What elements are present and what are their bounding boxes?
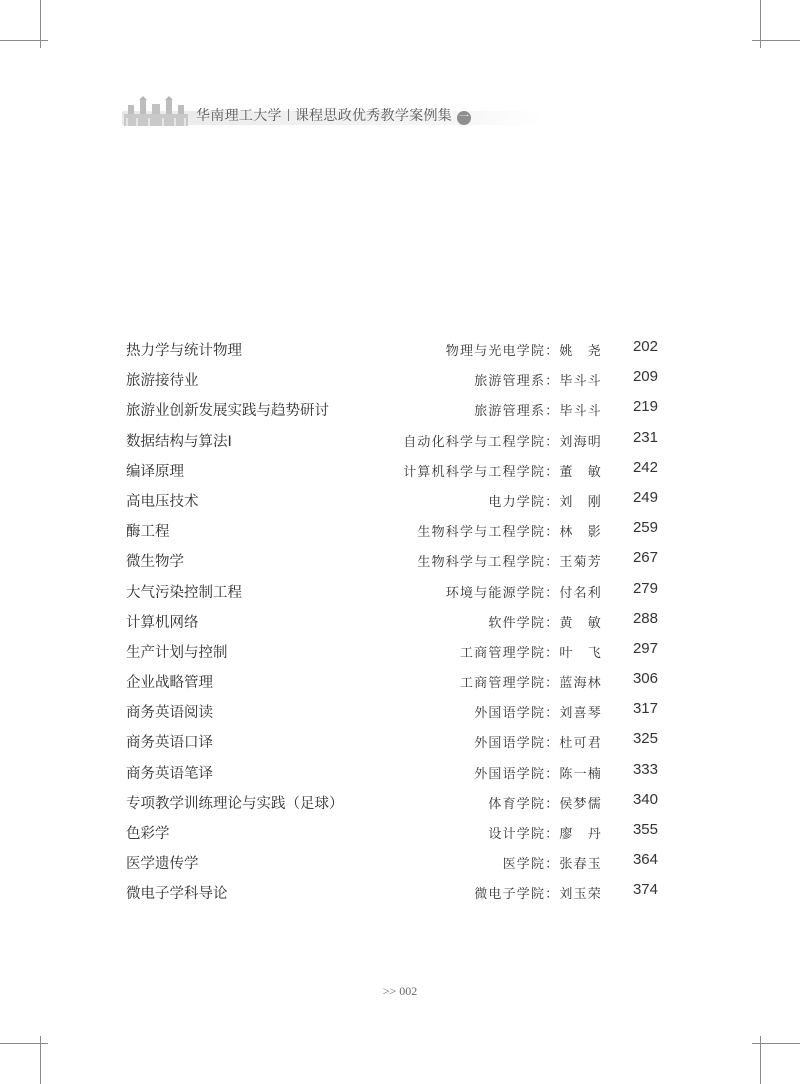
volume-badge: 一 bbox=[458, 112, 470, 123]
toc-page: 306 bbox=[632, 670, 658, 688]
toc-title: 商务英语口译 bbox=[126, 735, 213, 752]
toc-author: 电力学院：刘 刚 bbox=[488, 494, 602, 510]
toc-row[interactable] bbox=[126, 606, 660, 636]
toc-title: 数据结构与算法Ⅰ bbox=[126, 433, 232, 450]
toc-title: 旅游业创新发展实践与趋势研讨 bbox=[126, 403, 329, 420]
toc-row[interactable] bbox=[126, 425, 660, 455]
toc-page: 219 bbox=[632, 398, 658, 416]
crop-mark-top-right-h bbox=[752, 40, 800, 41]
toc-title: 商务英语阅读 bbox=[126, 705, 213, 722]
toc-author: 自动化科学与工程学院：刘海明 bbox=[403, 434, 602, 450]
toc-title: 生产计划与控制 bbox=[126, 644, 228, 661]
toc-title: 大气污染控制工程 bbox=[126, 584, 242, 601]
toc-page: 317 bbox=[632, 700, 658, 718]
toc-author: 工商管理学院：蓝海林 bbox=[459, 676, 602, 692]
toc-author: 外国语学院：刘喜琴 bbox=[474, 706, 602, 722]
crop-mark-bottom-right-h bbox=[752, 1043, 800, 1044]
toc-page: 242 bbox=[632, 458, 658, 476]
toc-page: 279 bbox=[632, 579, 658, 597]
toc-author: 物理与光电学院：姚 尧 bbox=[445, 344, 602, 359]
toc-page: 267 bbox=[632, 549, 658, 567]
toc-author: 计算机科学与工程学院：董 敏 bbox=[403, 464, 602, 480]
toc-author: 旅游管理系：毕斗斗 bbox=[474, 404, 602, 420]
toc-author: 医学院：张春玉 bbox=[502, 857, 602, 873]
toc-title: 高电压技术 bbox=[126, 493, 199, 510]
toc-row[interactable] bbox=[126, 545, 660, 575]
toc-title: 编译原理 bbox=[126, 463, 184, 480]
toc-title: 微电子学科导论 bbox=[126, 886, 228, 903]
running-header bbox=[122, 96, 642, 132]
toc-row[interactable] bbox=[126, 334, 660, 364]
toc-page: 209 bbox=[632, 368, 658, 386]
toc-title: 企业战略管理 bbox=[126, 675, 213, 692]
toc-page: 374 bbox=[632, 881, 658, 899]
toc-title: 旅游接待业 bbox=[126, 373, 199, 390]
toc-title: 计算机网络 bbox=[126, 614, 199, 631]
campus-building-icon bbox=[122, 96, 190, 126]
toc-row[interactable] bbox=[126, 847, 660, 877]
toc-row[interactable] bbox=[126, 576, 660, 606]
toc-author: 外国语学院：陈一楠 bbox=[474, 766, 602, 782]
toc-page: 202 bbox=[632, 338, 658, 355]
toc-author: 体育学院：侯梦儒 bbox=[488, 796, 602, 812]
toc-author: 设计学院：廖 丹 bbox=[488, 827, 602, 842]
toc-author: 生物科学与工程学院：林 影 bbox=[417, 525, 602, 541]
header-series: 课程思政优秀教学案例集 bbox=[294, 108, 453, 124]
toc-author: 生物科学与工程学院：王菊芳 bbox=[417, 555, 602, 571]
toc-author: 外国语学院：杜可君 bbox=[474, 736, 602, 752]
toc-page: 288 bbox=[632, 609, 658, 627]
toc-author: 环境与能源学院：付名利 bbox=[445, 585, 602, 601]
toc-row[interactable] bbox=[126, 757, 660, 787]
toc-page: 249 bbox=[632, 488, 658, 506]
toc-row[interactable] bbox=[126, 636, 660, 666]
toc-row[interactable] bbox=[126, 787, 660, 817]
toc-page: 231 bbox=[632, 428, 658, 446]
toc-page: 355 bbox=[632, 821, 658, 838]
toc-page: 325 bbox=[632, 730, 658, 748]
toc-page: 340 bbox=[632, 790, 658, 808]
toc-title: 色彩学 bbox=[126, 826, 170, 842]
toc-title: 热力学与统计物理 bbox=[126, 343, 242, 359]
toc-title: 微生物学 bbox=[126, 554, 184, 571]
header-title bbox=[196, 105, 471, 125]
crop-mark-bottom-left-h bbox=[0, 1043, 48, 1044]
toc-row[interactable] bbox=[126, 666, 660, 696]
toc-title: 酶工程 bbox=[126, 524, 170, 541]
toc-row[interactable] bbox=[126, 726, 660, 756]
toc-row[interactable] bbox=[126, 817, 660, 847]
table-of-contents bbox=[126, 334, 660, 908]
header-separator bbox=[288, 109, 289, 121]
toc-author: 微电子学院：刘玉荣 bbox=[474, 887, 602, 903]
toc-page: 259 bbox=[632, 519, 658, 537]
toc-row[interactable] bbox=[126, 455, 660, 485]
toc-author: 旅游管理系：毕斗斗 bbox=[474, 374, 602, 390]
toc-title: 医学遗传学 bbox=[126, 856, 199, 873]
toc-row[interactable] bbox=[126, 696, 660, 726]
toc-title: 商务英语笔译 bbox=[126, 765, 213, 782]
page-number: >> 002 bbox=[382, 984, 418, 998]
toc-author: 工商管理学院：叶 飞 bbox=[459, 645, 602, 661]
toc-row[interactable] bbox=[126, 485, 660, 515]
toc-row[interactable] bbox=[126, 364, 660, 394]
toc-author: 软件学院：黄 敏 bbox=[488, 615, 602, 631]
header-university: 华南理工大学 bbox=[196, 108, 282, 124]
toc-page: 364 bbox=[632, 851, 658, 869]
toc-row[interactable] bbox=[126, 515, 660, 545]
crop-mark-top-left-h bbox=[0, 40, 48, 41]
toc-title: 专项教学训练理论与实践（足球） bbox=[126, 795, 344, 812]
toc-row[interactable] bbox=[126, 877, 660, 907]
toc-page: 297 bbox=[632, 639, 658, 657]
toc-row[interactable] bbox=[126, 394, 660, 424]
toc-page: 333 bbox=[632, 760, 658, 778]
